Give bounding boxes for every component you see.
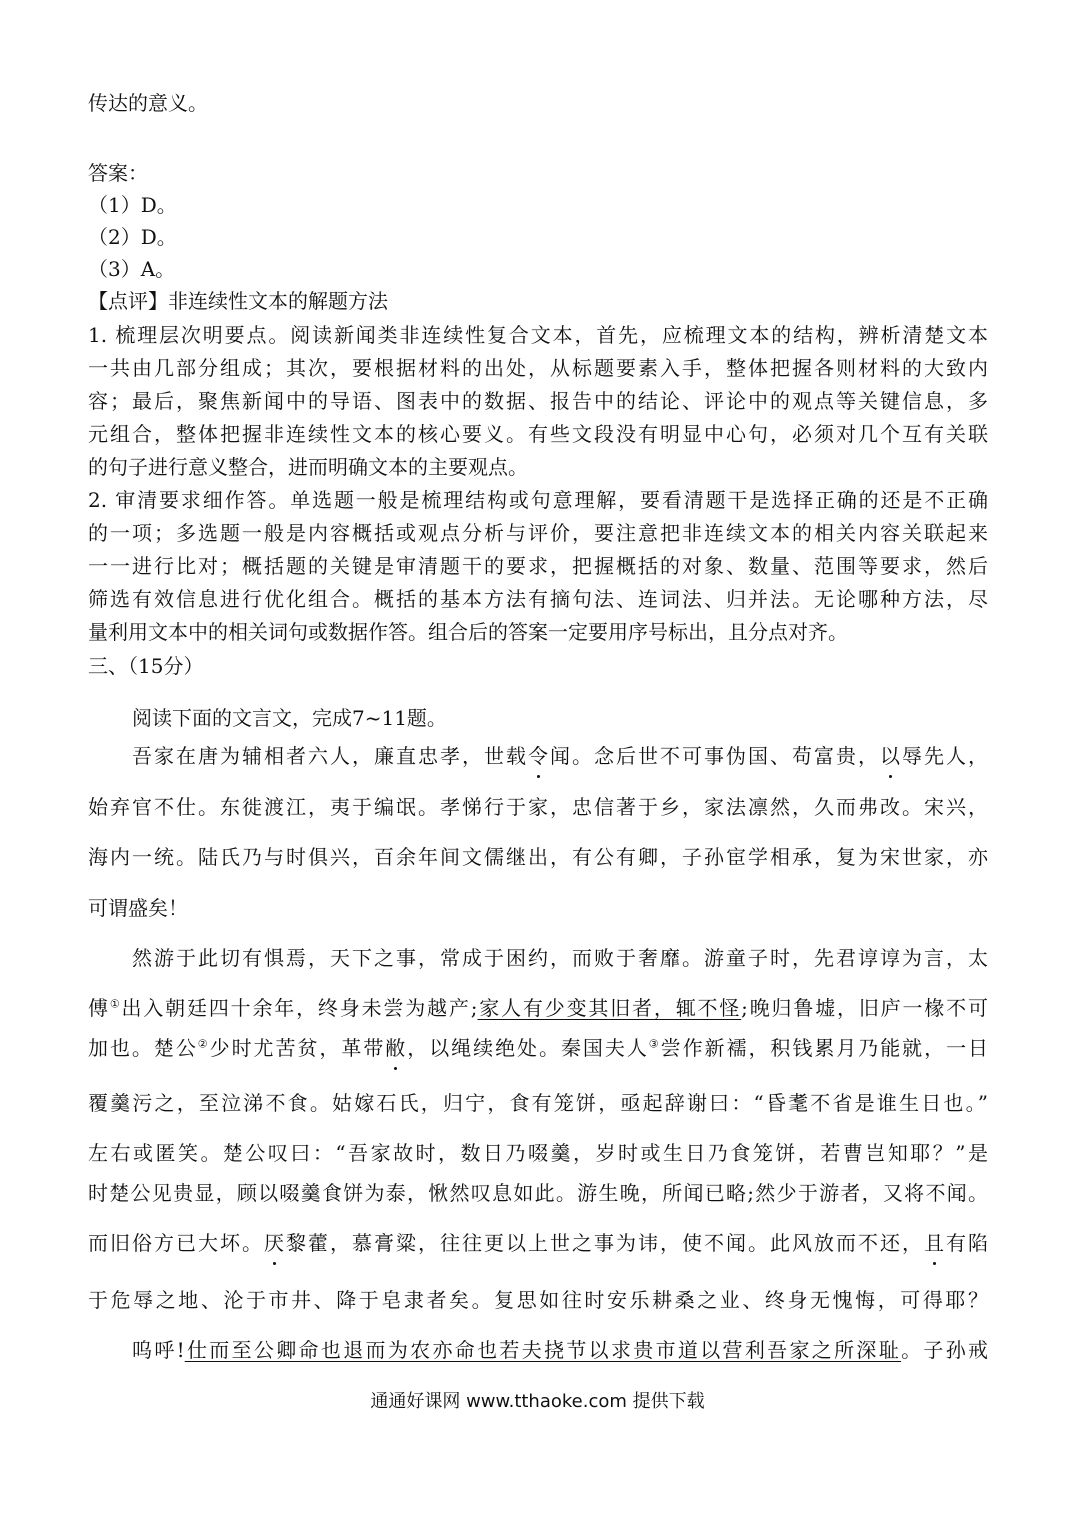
text-run: 辱先人，: [900, 744, 988, 768]
underlined-sentence: 仕而至公卿命也退而为农亦命也若夫挠节以求贵市道以营利吾家之所深耻: [184, 1338, 902, 1362]
passage-line: 可谓盛矣！: [88, 896, 188, 920]
review-paragraph-2-line: 一一进行比对；概括题的关键是审清题干的要求，把握概括的对象、数量、范围等要求，然后: [88, 554, 988, 578]
text-run: 傅: [88, 996, 110, 1020]
continued-text-line: 传达的意义。: [88, 91, 208, 115]
review-paragraph-2-line: 量利用文本中的相关词句或数据作答。组合后的答案一定要用序号标出，且分点对齐。: [88, 620, 848, 644]
review-paragraph-1-line: 的句子进行意义整合，进而明确文本的主要观点。: [88, 455, 528, 479]
review-paragraph-2-line: 2. 审清要求细作答。单选题一般是梳理结构或句意理解，要看清题干是选择正确的还是不正确: [88, 488, 988, 512]
text-run: 闻。念后世不可事伪国、苟富贵，: [548, 744, 880, 768]
text-run: 。子孙戒: [901, 1338, 989, 1362]
text-run: 而旧俗方已大坏。: [88, 1231, 264, 1255]
text-run: 黎藿，慕膏粱，往往更以上世之事为讳，使不闻。此风放而不还，: [284, 1231, 924, 1255]
text-run: 有陷: [944, 1231, 988, 1255]
review-heading: 【点评】非连续性文本的解题方法: [88, 289, 388, 313]
section-instruction: 阅读下面的文言文，完成7~11题。: [132, 706, 447, 730]
emphasis-dot-char: 厌: [264, 1228, 284, 1258]
text-run: 尝作新襦，积钱累月乃能就，一日: [660, 1036, 989, 1060]
review-paragraph-2-line: 的一项；多选题一般是内容概括或观点分析与评价，要注意把非连续文本的相关内容关联起来: [88, 521, 988, 545]
passage-line: [132, 1335, 988, 1365]
review-paragraph-1-line: 容；最后，聚焦新闻中的导语、图表中的数据、报告中的结论、评论中的观点等关键信息，多: [88, 389, 988, 413]
passage-line: 海内一统。陆氏乃与时俱兴，百余年间文儒继出，有公有卿，子孙宦学相承，复为宋世家，亦: [88, 845, 988, 869]
emphasis-dot-char: 以: [880, 741, 900, 771]
passage-line: 时楚公见贵显，顾以啜羹食饼为泰，愀然叹息如此。游生晚，所闻已略;然少于游者，又将不闻。: [88, 1181, 988, 1205]
text-run: 少时尤苦贫，革带: [209, 1036, 386, 1060]
passage-line: [88, 993, 988, 1023]
answer-heading: 答案：: [88, 161, 148, 185]
passage-line: 左右或匿笑。楚公叹曰：“吾家故时，数日乃啜羹，岁时或生日乃食笼饼，若曹岂知耶？”是: [88, 1141, 988, 1165]
passage-line: [132, 741, 988, 771]
emphasis-dot-char: 令: [528, 741, 548, 771]
passage-line: [88, 1033, 988, 1063]
text-run: 吾家在唐为辅相者六人，廉直忠孝，世载: [132, 744, 528, 768]
passage-line: 于危辱之地、沦于市井、降于皂隶者矣。复思如往时安乐耕桑之业、终身无愧悔，可得耶？: [88, 1288, 988, 1312]
footnote-marker: ②: [197, 1037, 210, 1051]
review-paragraph-2-line: 筛选有效信息进行优化组合。概括的基本方法有摘句法、连词法、归并法。无论哪种方法，尽: [88, 587, 988, 611]
review-paragraph-1-line: 一共由几部分组成；其次，要根据材料的出处，从标题要素入手，整体把握各则材料的大致内: [88, 356, 988, 380]
review-paragraph-1-line: 元组合，整体把握非连续性文本的核心要义。有些文段没有明显中心句，必须对几个互有关联: [88, 422, 988, 446]
underlined-sentence: 家人有少变其旧者，辄不怪: [477, 996, 742, 1020]
text-run: ，以绳续绝处。秦国夫人: [405, 1036, 649, 1060]
answer-item: （2）D。: [88, 225, 177, 249]
passage-line: 始弃官不仕。东徙渡江，夷于编氓。孝悌行于家，忠信著于乡，家法凛然，久而弗改。宋兴，: [88, 795, 988, 819]
answer-item: （3）A。: [88, 257, 176, 281]
section-heading: 三、（15分）: [88, 654, 204, 678]
emphasis-dot-char: 且: [924, 1228, 944, 1258]
text-run: 呜呼!: [132, 1338, 185, 1362]
passage-line: [88, 1228, 988, 1258]
answer-item: （1）D。: [88, 193, 177, 217]
text-run: ;晚归鲁墟，旧庐一椽不可: [741, 996, 988, 1020]
passage-line: 覆羹污之，至泣涕不食。姑嫁石氏，归宁，食有笼饼，亟起辞谢曰：“昏耄不省是谁生日也。”: [88, 1091, 988, 1115]
text-run: 出入朝廷四十余年，终身未尝为越产;: [121, 996, 478, 1020]
footnote-marker: ①: [109, 997, 122, 1011]
footnote-marker: ③: [648, 1037, 661, 1051]
emphasis-dot-char: 敝: [385, 1033, 405, 1063]
text-run: 加也。楚公: [88, 1036, 198, 1060]
page-footer: 通通好课网 www.tthaoke.com 提供下载: [370, 1391, 705, 1412]
passage-line: 然游于此切有惧焉，天下之事，常成于困约，而败于奢靡。游童子时，先君谆谆为言，太: [132, 946, 988, 970]
review-paragraph-1-line: 1. 梳理层次明要点。阅读新闻类非连续性复合文本，首先，应梳理文本的结构，辨析清楚文本: [88, 323, 988, 347]
